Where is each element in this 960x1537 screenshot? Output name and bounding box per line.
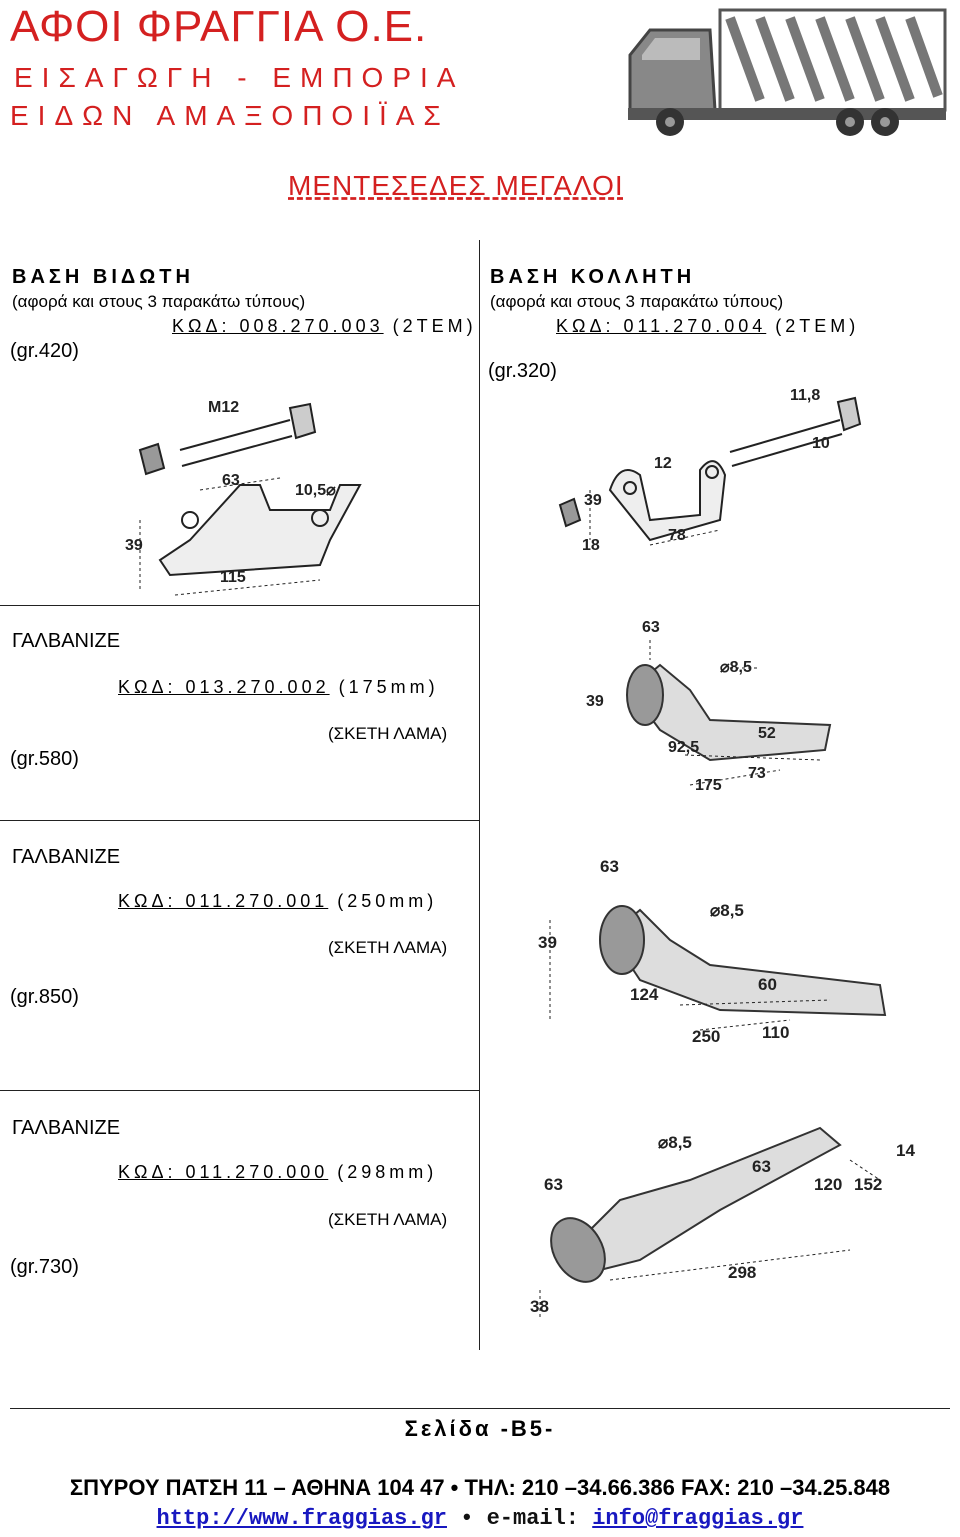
- base-1-note: (αφορά και στους 3 παρακάτω τύπους): [12, 292, 306, 311]
- hinge-1-dim-39: 39: [586, 693, 604, 710]
- hinge-2-type: (ΣΚΕΤΗ ΛΑΜΑ): [328, 938, 448, 957]
- hinge-3-drawing: [520, 1120, 930, 1340]
- base-1-dim-115: 115: [220, 569, 246, 586]
- hinge-3-dim-85: ⌀8,5: [658, 1133, 692, 1152]
- page-title: ΜΕΝΤΕΣΕΔΕΣ ΜΕΓΑΛΟΙ: [288, 170, 624, 201]
- truck-icon: [620, 0, 950, 140]
- divider-vertical-top: [479, 240, 480, 605]
- base-2-dim-18: 18: [582, 537, 600, 554]
- hinge-1-dim-925: 92,5: [668, 739, 700, 756]
- email-label: • e-mail:: [460, 1506, 580, 1531]
- hinge-3-code: ΚΩΔ: 011.270.000 (298mm): [118, 1162, 438, 1182]
- base-2-dim-12: 12: [654, 455, 672, 472]
- hinge-3-dim-298: 298: [728, 1263, 757, 1282]
- hinge-3-dim-14: 14: [896, 1141, 915, 1160]
- hinge-3-dim-63-right: 63: [752, 1157, 771, 1176]
- company-name: ΑΦΟΙ ΦΡΑΓΓΙΑ Ο.Ε.: [10, 2, 428, 51]
- base-2-code: ΚΩΔ: 011.270.004 (2ΤΕΜ): [556, 316, 860, 336]
- footer-address: ΣΠΥΡΟΥ ΠΑΤΣΗ 11 – ΑΘΗΝΑ 104 47 • ΤΗΛ: 210 –34.66.386 FAX: 210 –34.25.848: [69, 1475, 891, 1500]
- base-1-dim-39: 39: [125, 537, 143, 554]
- hinge-3-dim-38: 38: [530, 1297, 549, 1316]
- base-2-drawing: [550, 380, 890, 560]
- hinge-2-dim-85: ⌀8,5: [710, 901, 744, 920]
- hinge-3-type: (ΣΚΕΤΗ ΛΑΜΑ): [328, 1210, 448, 1229]
- hinge-2-drawing: [530, 840, 910, 1060]
- base-2-weight: (gr.320): [488, 360, 557, 382]
- hinge-2-dim-60: 60: [758, 975, 777, 994]
- hinge-1-code: ΚΩΔ: 013.270.002 (175mm): [118, 677, 439, 697]
- base-2-note: (αφορά και στους 3 παρακάτω τύπους): [490, 292, 784, 311]
- hinge-2-dim-110: 110: [762, 1023, 790, 1042]
- divider-h3: [0, 1090, 480, 1091]
- hinge-1-dim-63: 63: [642, 619, 660, 636]
- base-2-dim-39: 39: [584, 492, 602, 509]
- hinge-2-code: ΚΩΔ: 011.270.001 (250mm): [118, 891, 438, 911]
- footer-divider: [10, 1408, 950, 1409]
- base-1-drawing: [120, 390, 460, 605]
- hinge-1-finish: ΓΑΛΒΑΝΙΖΕ: [12, 630, 121, 652]
- hinge-3-dim-152: 152: [854, 1175, 883, 1194]
- base-1-heading: ΒΑΣΗ ΒΙΔΩΤΗ: [12, 266, 194, 288]
- hinge-2-dim-124: 124: [630, 985, 659, 1004]
- footer-contact: [0, 1506, 960, 1531]
- base-1-dim-105: 10,5⌀: [295, 482, 336, 499]
- base-2-dim-78: 78: [668, 527, 686, 544]
- hinge-1-dim-175: 175: [695, 777, 722, 794]
- hinge-3-dim-120: 120: [814, 1175, 843, 1194]
- base-2-heading: ΒΑΣΗ ΚΟΛΛΗΤΗ: [490, 266, 696, 288]
- base-2-dim-118: 11,8: [790, 387, 821, 404]
- base-2-dim-10: 10: [812, 435, 830, 452]
- hinge-1-dim-52: 52: [758, 725, 776, 742]
- hinge-1-dim-73: 73: [748, 765, 766, 782]
- divider-h2: [0, 820, 480, 821]
- hinge-1-drawing: [580, 610, 860, 810]
- page-number: Σελίδα -Β5-: [404, 1416, 556, 1441]
- hinge-3-weight: (gr.730): [10, 1256, 79, 1278]
- hinge-2-finish: ΓΑΛΒΑΝΙΖΕ: [12, 846, 121, 868]
- base-1-code: ΚΩΔ: 008.270.003 (2ΤΕΜ): [172, 316, 477, 336]
- hinge-2-dim-250: 250: [692, 1027, 721, 1046]
- base-1-dim-m12: M12: [208, 399, 240, 416]
- website-link[interactable]: http://www.fraggias.gr: [156, 1506, 447, 1531]
- hinge-1-weight: (gr.580): [10, 748, 79, 770]
- hinge-3-finish: ΓΑΛΒΑΝΙΖΕ: [12, 1117, 121, 1139]
- hinge-1-dim-85: ⌀8,5: [720, 659, 752, 676]
- divider-vertical-bottom: [479, 605, 480, 1350]
- email-link[interactable]: info@fraggias.gr: [592, 1506, 804, 1531]
- company-tagline-1: ΕΙΣΑΓΩΓΗ - ΕΜΠΟΡΙΑ: [14, 62, 465, 93]
- hinge-3-dim-63-left: 63: [544, 1175, 563, 1194]
- hinge-1-type: (ΣΚΕΤΗ ΛΑΜΑ): [328, 724, 448, 743]
- base-1-weight: (gr.420): [10, 340, 79, 362]
- hinge-2-dim-39: 39: [538, 933, 557, 952]
- hinge-2-dim-63: 63: [600, 857, 619, 876]
- hinge-2-weight: (gr.850): [10, 986, 79, 1008]
- base-1-dim-63: 63: [222, 472, 240, 489]
- company-tagline-2: ΕΙΔΩΝ ΑΜΑΞΟΠΟΙΪΑΣ: [10, 100, 450, 131]
- divider-h1: [0, 605, 480, 606]
